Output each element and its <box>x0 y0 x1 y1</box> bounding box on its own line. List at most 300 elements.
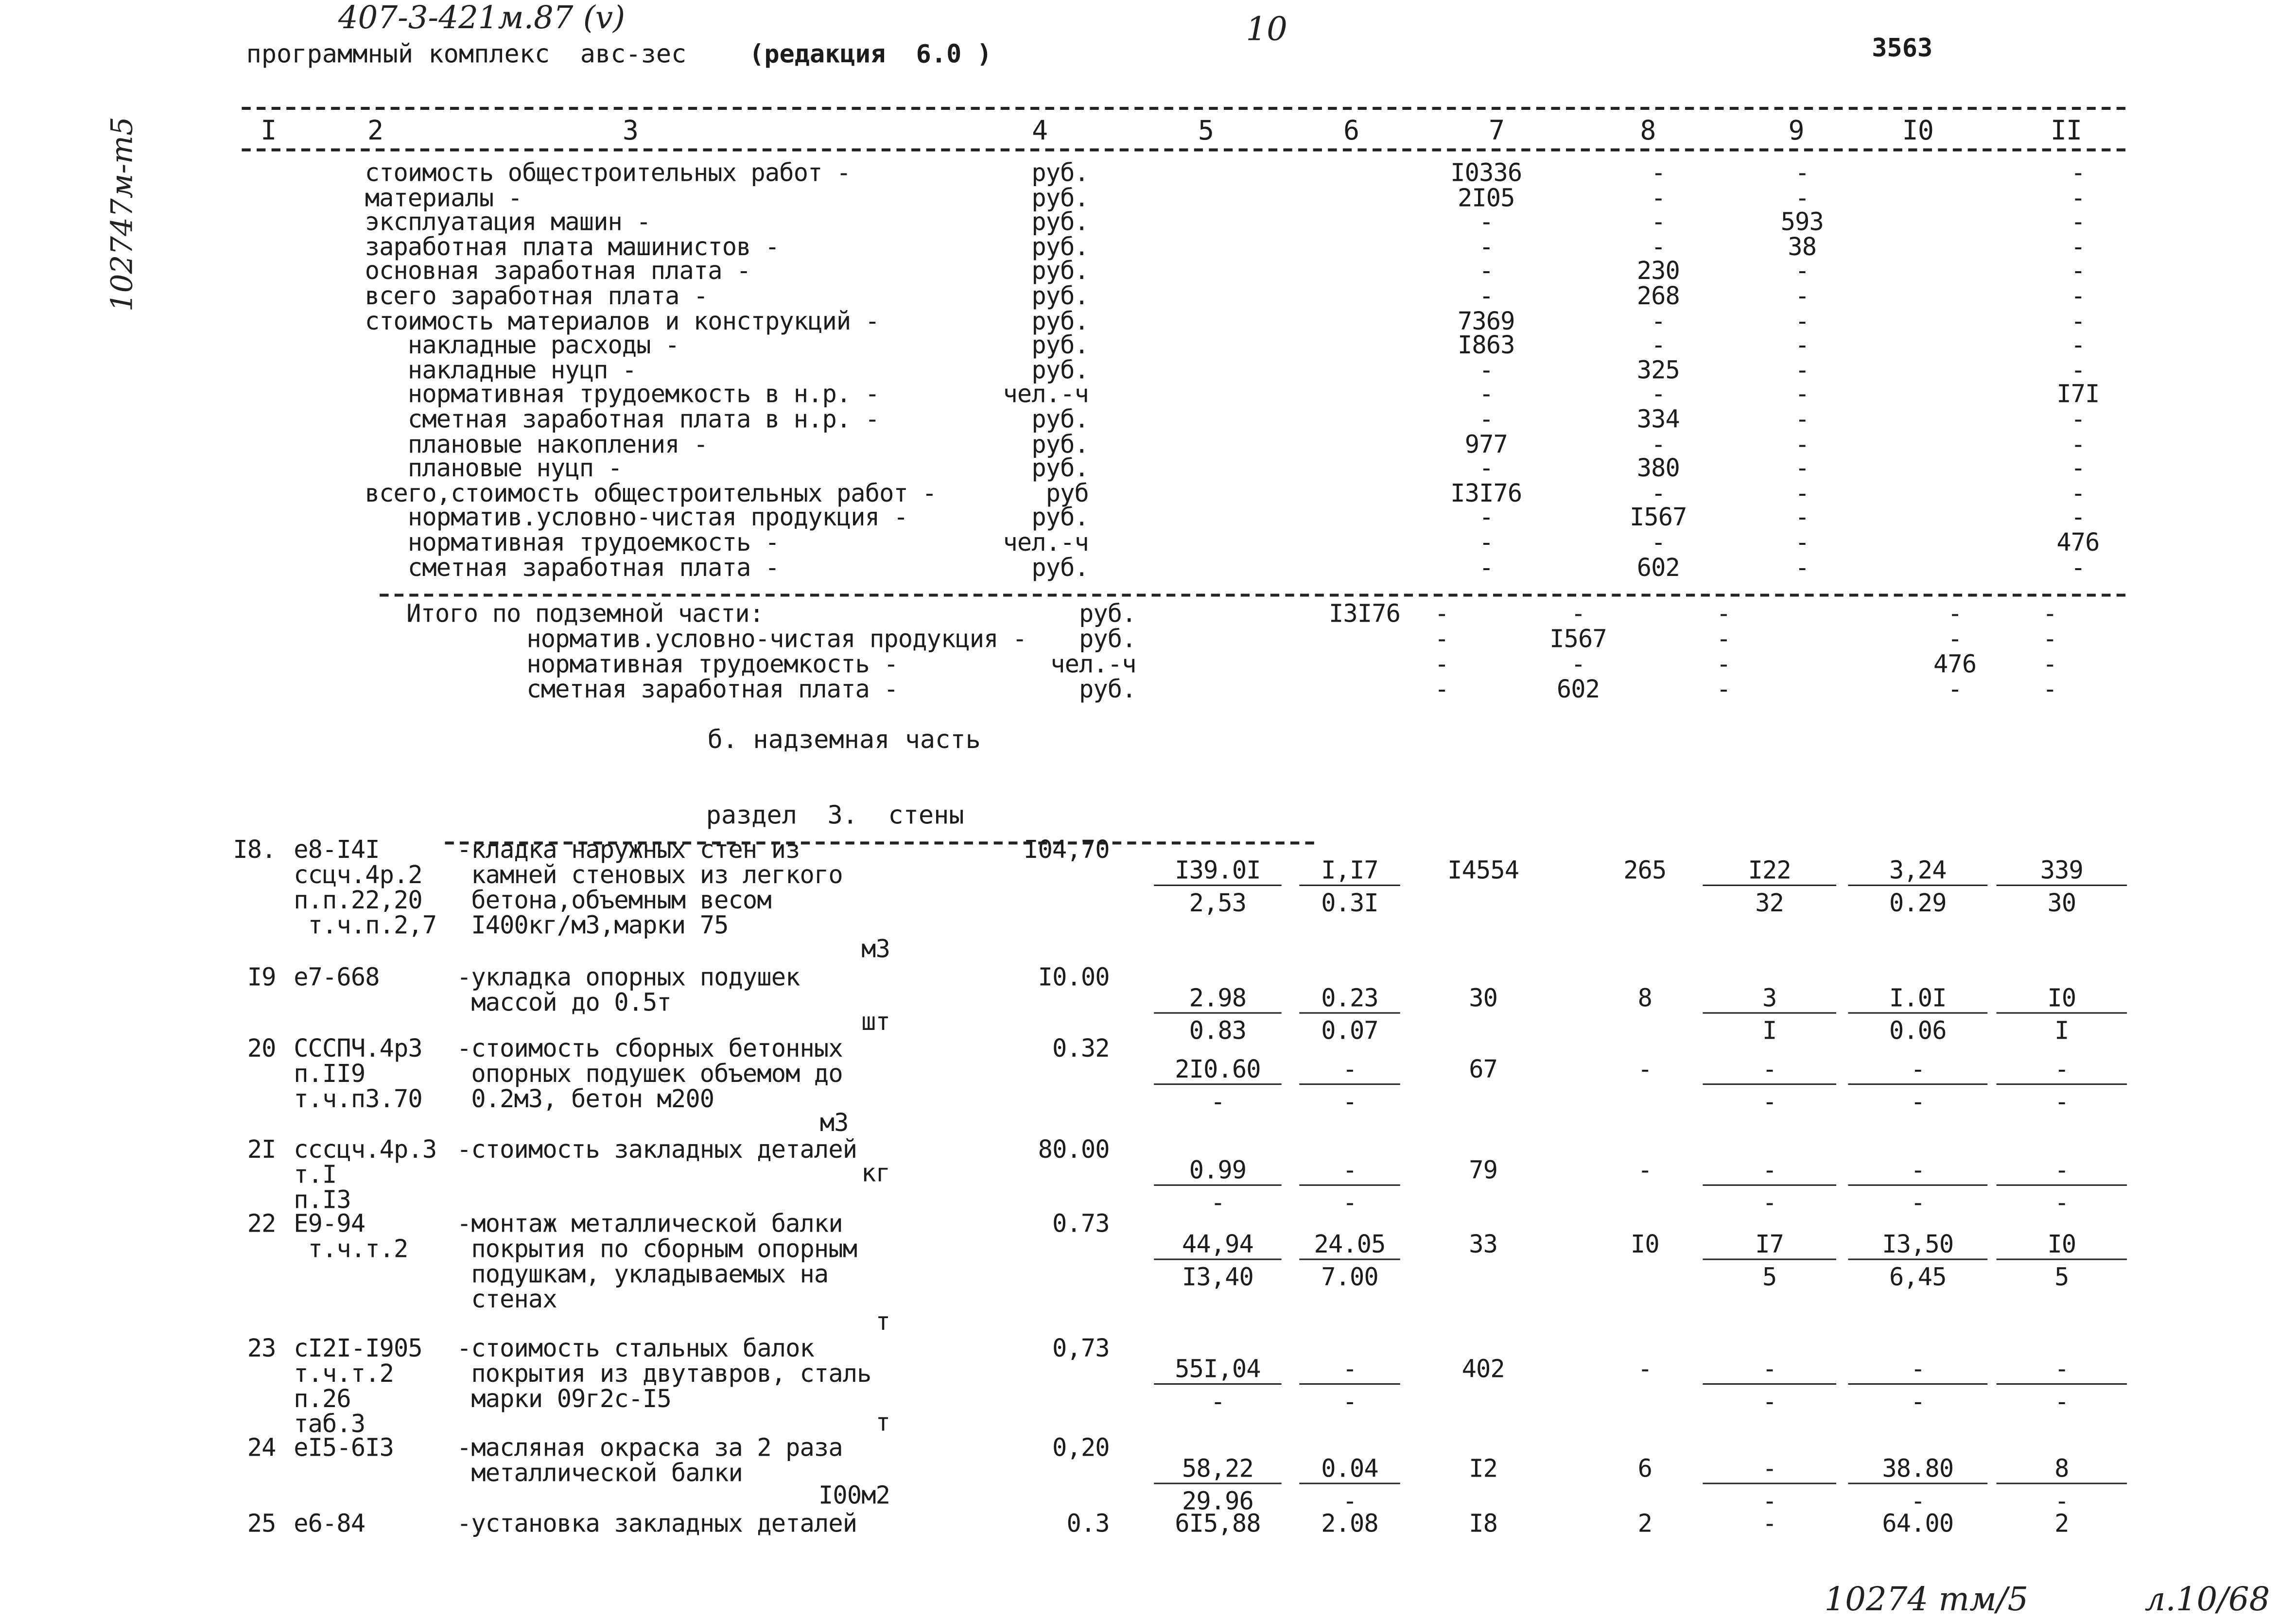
itogo-row-col-d: - <box>1716 625 1731 653</box>
summary-row-label: сметная заработная плата в н.р. - <box>365 405 880 434</box>
summary-row-col11: - <box>2070 430 2086 458</box>
section-title: раздел 3. стены <box>706 801 964 832</box>
itogo-row-col-b: - <box>1434 650 1449 679</box>
item-c5-fraction-line <box>1154 1184 1281 1186</box>
item-c10-fraction-line <box>1848 1083 1987 1085</box>
item-c6-fraction-line <box>1299 1083 1400 1085</box>
item-c9-bottom: 32 <box>1755 889 1784 918</box>
item-c11-fraction-line <box>1997 1383 2127 1385</box>
summary-row-col9: - <box>1795 553 1809 581</box>
item-c9-bottom: 5 <box>1762 1263 1777 1291</box>
summary-row-col8: - <box>1651 380 1666 409</box>
summary-row-label: основная заработная плата - <box>365 257 751 286</box>
item-col8: - <box>1637 1355 1652 1383</box>
item-c9-top: 3 <box>1762 984 1777 1012</box>
item-c11-bottom: - <box>2054 1388 2069 1416</box>
item-c9-fraction-line <box>1703 1258 1836 1260</box>
summary-row-col9: - <box>1795 306 1809 335</box>
item-description: -укладка опорных подушек массой до 0.5т <box>456 963 800 1017</box>
summary-row-label: всего,стоимость общестроительных работ - <box>365 479 937 507</box>
column-header-11: II <box>2050 116 2082 147</box>
item-c5-bottom: 2,53 <box>1189 889 1247 918</box>
itogo-row-total: I3I76 <box>1329 599 1401 628</box>
item-col7: 67 <box>1469 1055 1498 1084</box>
item-col8: 265 <box>1623 856 1667 885</box>
column-header-9: 9 <box>1788 116 1804 147</box>
summary-row-col9: - <box>1795 331 1809 360</box>
item-c11-bottom: 5 <box>2054 1263 2069 1291</box>
summary-row-label: плановые накопления - <box>365 430 708 458</box>
item-c9-fraction-line <box>1703 1184 1836 1186</box>
summary-row-unit: руб. <box>1031 183 1089 212</box>
column-header-3: 3 <box>622 116 639 147</box>
itogo-row-label: сметная заработная плата - <box>526 675 898 704</box>
item-c5-top: 2I0.60 <box>1175 1055 1261 1084</box>
item-col8: I0 <box>1630 1230 1659 1259</box>
item-col8: 6 <box>1637 1454 1652 1483</box>
item-c5-top: 6I5,88 <box>1175 1509 1261 1538</box>
summary-row-col7: - <box>1479 528 1494 557</box>
summary-row-unit: руб. <box>1031 208 1089 237</box>
itogo-row-col-f: - <box>2042 675 2057 704</box>
summary-row-col8: - <box>1651 528 1666 557</box>
item-c5-fraction-line <box>1154 1383 1281 1385</box>
handwritten-project-code: 407-3-421м.87 (v) <box>338 0 626 36</box>
summary-row-label: стоимость материалов и конструкций - <box>365 306 880 335</box>
summary-row-col9: - <box>1795 430 1809 458</box>
subsection-title: б. надземная часть <box>707 726 981 756</box>
item-c9-top: - <box>1762 1355 1777 1383</box>
summary-row-col7: - <box>1479 208 1494 237</box>
summary-row-col9: 38 <box>1788 232 1817 261</box>
header-rule-bottom <box>242 148 2125 151</box>
item-col7: 402 <box>1461 1355 1505 1383</box>
handwritten-footer-right: л.10/68 <box>2144 1582 2270 1619</box>
itogo-row-col-c: - <box>1571 650 1585 679</box>
item-col7: 33 <box>1469 1230 1498 1259</box>
itogo-row-label: Итого по подземной части: <box>406 599 764 628</box>
item-quantity: I0.00 <box>1038 963 1110 992</box>
item-quantity: 0,73 <box>1052 1334 1110 1363</box>
summary-row-unit: руб. <box>1031 454 1089 483</box>
item-c6-bottom: - <box>1342 1487 1357 1515</box>
summary-row-col7: 2I05 <box>1457 183 1515 212</box>
item-col7: I4554 <box>1447 856 1519 885</box>
item-c10-fraction-line <box>1848 1383 1987 1385</box>
summary-row-col9: - <box>1795 504 1809 532</box>
summary-row-col9: - <box>1795 380 1809 409</box>
item-c5-fraction-line <box>1154 885 1281 886</box>
summary-row-label: материалы - <box>365 183 522 212</box>
item-number: I8. <box>233 836 276 864</box>
item-number: 2I <box>247 1135 276 1164</box>
item-col8: 8 <box>1637 984 1652 1012</box>
item-c5-fraction-line <box>1154 1483 1281 1484</box>
item-c6-top: I,I7 <box>1321 856 1378 885</box>
summary-row-col7: - <box>1479 282 1494 311</box>
item-c9-fraction-line <box>1703 1083 1836 1085</box>
summary-row-col11: - <box>2070 356 2086 384</box>
item-c10-bottom: 6,45 <box>1889 1263 1947 1291</box>
item-col8: - <box>1637 1156 1652 1184</box>
item-code: е6-84 <box>294 1509 365 1538</box>
summary-row-label: заработная плата машинистов - <box>365 232 780 261</box>
item-quantity: 80.00 <box>1038 1135 1110 1164</box>
summary-row-col11: - <box>2070 553 2086 581</box>
item-c6-top: 24.05 <box>1314 1230 1386 1259</box>
item-unit: м3 <box>861 935 890 963</box>
item-c6-top: 0.23 <box>1321 984 1378 1012</box>
item-c6-bottom: - <box>1342 1388 1357 1416</box>
summary-row-col9: - <box>1795 257 1809 286</box>
summary-row-unit: руб. <box>1031 553 1089 581</box>
summary-row-col7: - <box>1479 257 1494 286</box>
summary-row-col7: 977 <box>1464 430 1508 458</box>
summary-row-col8: - <box>1651 208 1666 237</box>
program-title: программный комплекс авс-зес <box>246 40 687 70</box>
item-c11-fraction-line <box>1997 1012 2127 1014</box>
item-c10-fraction-line <box>1848 885 1987 886</box>
item-c11-top: - <box>2054 1055 2069 1084</box>
item-description: -стоимость закладных деталей <box>456 1135 857 1164</box>
summary-row-label: накладные нуцп - <box>365 356 637 384</box>
item-description: -монтаж металлической балки покрытия по сборным опорным подушкам, укладываемых на стенах <box>456 1209 857 1314</box>
item-c11-bottom: - <box>2054 1088 2069 1116</box>
item-unit: шт <box>861 1008 890 1036</box>
summary-row-col11: - <box>2070 282 2086 311</box>
item-col8: - <box>1637 1055 1652 1084</box>
item-unit: т <box>875 1307 890 1336</box>
item-c9-fraction-line <box>1703 885 1836 886</box>
summary-row-col7: - <box>1479 504 1494 532</box>
summary-row-col8: - <box>1651 183 1666 212</box>
column-header-5: 5 <box>1198 116 1214 147</box>
item-c11-fraction-line <box>1997 1258 2127 1260</box>
summary-row-col11: - <box>2070 257 2086 286</box>
itogo-row-col-e: 476 <box>1933 650 1977 679</box>
column-header-6: 6 <box>1343 116 1359 147</box>
item-number: I9 <box>247 963 276 992</box>
item-c6-bottom: 7.00 <box>1321 1263 1378 1291</box>
item-number: 22 <box>247 1209 276 1238</box>
header-rule-top <box>242 107 2125 110</box>
summary-row-col11: - <box>2070 232 2086 261</box>
item-c5-fraction-line <box>1154 1012 1281 1014</box>
summary-row-col11: - <box>2070 405 2086 434</box>
summary-row-col7: - <box>1479 232 1494 261</box>
itogo-row-unit: руб. <box>1078 625 1136 653</box>
item-col7: I8 <box>1469 1509 1498 1538</box>
summary-row-col7: - <box>1479 553 1494 581</box>
itogo-row-col-b: - <box>1434 599 1449 628</box>
item-c11-bottom: I <box>2054 1016 2069 1045</box>
itogo-row-col-b: - <box>1434 675 1449 704</box>
item-description: -масляная окраска за 2 раза металлической балки <box>456 1433 843 1487</box>
item-c11-top: - <box>2054 1156 2069 1184</box>
summary-row-col8: 380 <box>1636 454 1680 483</box>
item-c10-bottom: - <box>1911 1487 1925 1515</box>
summary-row-col7: 7369 <box>1457 306 1515 335</box>
item-c9-top: - <box>1762 1509 1777 1538</box>
summary-row-col7: I0336 <box>1450 158 1522 187</box>
item-c9-bottom: - <box>1762 1487 1777 1515</box>
itogo-row-col-b: - <box>1434 625 1449 653</box>
summary-row-col8: - <box>1651 306 1666 335</box>
item-c10-top: I.0I <box>1889 984 1947 1012</box>
summary-row-col9: - <box>1795 528 1809 557</box>
item-c11-top: I0 <box>2047 1230 2076 1259</box>
summary-row-col11: - <box>2070 158 2086 187</box>
summary-row-col9: - <box>1795 183 1809 212</box>
item-c9-fraction-line <box>1703 1483 1836 1484</box>
column-header-10: I0 <box>1902 116 1933 147</box>
itogo-row-col-c: - <box>1571 599 1585 628</box>
item-c5-bottom: - <box>1210 1188 1225 1217</box>
item-c11-bottom: - <box>2054 1188 2069 1217</box>
item-c5-fraction-line <box>1154 1258 1281 1260</box>
summary-row-col8: 268 <box>1636 282 1680 311</box>
itogo-row-col-d: - <box>1716 599 1731 628</box>
document-number: 3563 <box>1872 34 1933 64</box>
item-c10-top: - <box>1911 1156 1925 1184</box>
item-c10-bottom: 0.06 <box>1889 1016 1947 1045</box>
item-quantity: 0.3 <box>1066 1509 1110 1538</box>
item-c6-top: - <box>1342 1055 1357 1084</box>
item-c11-fraction-line <box>1997 1184 2127 1186</box>
summary-row-label: стоимость общестроительных работ - <box>365 158 851 187</box>
item-c11-top: - <box>2054 1355 2069 1383</box>
summary-row-col8: 334 <box>1636 405 1680 434</box>
item-c6-fraction-line <box>1299 1383 1400 1385</box>
summary-row-unit: руб. <box>1031 430 1089 458</box>
item-c11-top: I0 <box>2047 984 2076 1012</box>
item-number: 23 <box>247 1334 276 1363</box>
summary-row-unit: руб. <box>1031 306 1089 335</box>
item-c5-bottom: - <box>1210 1388 1225 1416</box>
summary-row-col7: I3I76 <box>1450 479 1522 507</box>
summary-row-col8: 325 <box>1636 356 1680 384</box>
summary-row-label: плановые нуцп - <box>365 454 622 483</box>
column-header-2: 2 <box>367 116 383 147</box>
item-code: еI5-6I3 <box>294 1433 394 1462</box>
item-c6-top: - <box>1342 1355 1357 1383</box>
item-c5-top: 44,94 <box>1182 1230 1253 1259</box>
item-c9-top: I22 <box>1748 856 1791 885</box>
item-c10-top: 3,24 <box>1889 856 1947 885</box>
item-c9-fraction-line <box>1703 1383 1836 1385</box>
summary-row-unit: чел.-ч <box>1003 380 1089 409</box>
item-unit: I00м2 <box>818 1481 890 1510</box>
item-c9-top: - <box>1762 1156 1777 1184</box>
summary-row-col9: - <box>1795 454 1809 483</box>
item-c10-bottom: - <box>1911 1188 1925 1217</box>
summary-row-unit: руб. <box>1031 158 1089 187</box>
itogo-row-col-e: - <box>1948 599 1962 628</box>
item-c11-top: 8 <box>2054 1454 2069 1483</box>
item-description: -установка закладных деталей <box>456 1509 857 1538</box>
column-header-4: 4 <box>1032 116 1048 147</box>
itogo-row-col-f: - <box>2042 650 2057 679</box>
item-c6-top: - <box>1342 1156 1357 1184</box>
item-quantity: 0.73 <box>1052 1209 1110 1238</box>
page-number: 10 <box>1246 12 1287 49</box>
item-code: СССПЧ.4р3 п.II9 т.ч.п3.70 <box>294 1034 422 1114</box>
itogo-row-col-e: - <box>1948 625 1962 653</box>
summary-row-label: норматив.условно-чистая продукция - <box>365 504 908 532</box>
summary-row-col7: - <box>1479 454 1494 483</box>
item-c5-top: 55I,04 <box>1175 1355 1261 1383</box>
item-c6-fraction-line <box>1299 1012 1400 1014</box>
item-c11-top: 2 <box>2054 1509 2069 1538</box>
edition-label: (редакция 6.0 ) <box>749 40 992 70</box>
summary-row-col11: - <box>2070 183 2086 212</box>
item-c9-bottom: - <box>1762 1088 1777 1116</box>
itogo-row-unit: чел.-ч <box>1050 650 1136 679</box>
itogo-row-unit: руб. <box>1078 599 1136 628</box>
itogo-row-col-d: - <box>1716 650 1731 679</box>
item-description: -кладка наружных стен из камней стеновых из легкого бетона,объемным весом I400кг/м3,марки 75 <box>456 836 843 940</box>
item-c6-top: 2.08 <box>1321 1509 1378 1538</box>
item-code: е7-668 <box>294 963 380 992</box>
item-col7: 79 <box>1469 1156 1498 1184</box>
itogo-row-col-f: - <box>2042 599 2057 628</box>
summary-row-col11: - <box>2070 208 2086 237</box>
item-c6-top: 0.04 <box>1321 1454 1378 1483</box>
item-c10-top: - <box>1911 1055 1925 1084</box>
item-c9-bottom: - <box>1762 1188 1777 1217</box>
summary-row-col8: - <box>1651 158 1666 187</box>
item-description: -стоимость сборных бетонных опорных подушек объемом до 0.2м3, бетон м200 <box>456 1034 843 1114</box>
itogo-row-col-f: - <box>2042 625 2057 653</box>
item-c9-bottom: I <box>1762 1016 1777 1045</box>
item-c5-top: 58,22 <box>1182 1454 1253 1483</box>
item-c5-bottom: - <box>1210 1088 1225 1116</box>
summary-row-unit: руб <box>1045 479 1089 507</box>
summary-row-label: нормативная трудоемкость в н.р. - <box>365 380 880 409</box>
item-c5-bottom: I3,40 <box>1182 1263 1253 1291</box>
item-number: 20 <box>247 1034 276 1063</box>
handwritten-footer-left: 10274 тм/5 <box>1824 1582 2029 1619</box>
summary-row-col11: - <box>2070 504 2086 532</box>
summary-row-col11: - <box>2070 454 2086 483</box>
item-c10-bottom: 0.29 <box>1889 889 1947 918</box>
summary-row-col9: - <box>1795 282 1809 311</box>
summary-row-col11: - <box>2070 306 2086 335</box>
item-col7: I2 <box>1469 1454 1498 1483</box>
item-c6-fraction-line <box>1299 885 1400 886</box>
itogo-row-label: нормативная трудоемкость - <box>526 650 898 679</box>
summary-row-col7: - <box>1479 380 1494 409</box>
item-c10-fraction-line <box>1848 1258 1987 1260</box>
summary-row-unit: руб. <box>1031 232 1089 261</box>
item-c11-bottom: 30 <box>2047 889 2076 918</box>
item-c10-bottom: - <box>1911 1088 1925 1116</box>
item-c9-top: - <box>1762 1055 1777 1084</box>
item-unit: т <box>875 1408 890 1437</box>
summary-row-col8: 230 <box>1636 257 1680 286</box>
item-code: е8-I4I сcцч.4р.2 п.п.22,20 т.ч.п.2,7 <box>294 836 437 940</box>
summary-row-label: всего заработная плата - <box>365 282 708 311</box>
summary-rule <box>380 593 2125 596</box>
item-c10-fraction-line <box>1848 1483 1987 1484</box>
summary-row-col8: - <box>1651 232 1666 261</box>
item-c6-fraction-line <box>1299 1184 1400 1186</box>
summary-row-col11: 476 <box>2056 528 2100 557</box>
item-c5-bottom: 0.83 <box>1189 1016 1247 1045</box>
item-quantity: I04,70 <box>1024 836 1110 864</box>
item-unit: кг <box>861 1159 890 1187</box>
item-c6-fraction-line <box>1299 1483 1400 1484</box>
item-description: -стоимость стальных балок покрытия из двутавров, сталь марки 09г2с-I5 <box>456 1334 871 1413</box>
summary-row-unit: руб. <box>1031 405 1089 434</box>
item-c5-top: 2.98 <box>1189 984 1247 1012</box>
summary-row-col9: - <box>1795 356 1809 384</box>
item-c5-top: I39.0I <box>1175 856 1261 885</box>
item-c6-bottom: - <box>1342 1088 1357 1116</box>
item-c5-top: 0.99 <box>1189 1156 1247 1184</box>
itogo-row-label: норматив.условно-чистая продукция - <box>526 625 1027 653</box>
item-c11-fraction-line <box>1997 885 2127 886</box>
item-c9-bottom: - <box>1762 1388 1777 1416</box>
summary-row-unit: руб. <box>1031 504 1089 532</box>
summary-row-col8: - <box>1651 331 1666 360</box>
item-c6-fraction-line <box>1299 1258 1400 1260</box>
item-c11-fraction-line <box>1997 1083 2127 1085</box>
summary-row-unit: руб. <box>1031 257 1089 286</box>
summary-row-col8: 602 <box>1636 553 1680 581</box>
itogo-row-unit: руб. <box>1078 675 1136 704</box>
item-c10-top: - <box>1911 1355 1925 1383</box>
item-c11-bottom: - <box>2054 1487 2069 1515</box>
summary-row-col7: - <box>1479 356 1494 384</box>
item-c11-top: 339 <box>2040 856 2083 885</box>
item-c9-top: I7 <box>1755 1230 1784 1259</box>
item-c10-top: I3,50 <box>1882 1230 1954 1259</box>
item-code: Е9-94 т.ч.т.2 <box>294 1209 408 1263</box>
item-c10-fraction-line <box>1848 1184 1987 1186</box>
item-c6-bottom: - <box>1342 1188 1357 1217</box>
summary-row-unit: руб. <box>1031 331 1089 360</box>
itogo-row-col-d: - <box>1716 675 1731 704</box>
summary-row-col7: - <box>1479 405 1494 434</box>
summary-row-col9: 593 <box>1780 208 1824 237</box>
summary-row-col9: - <box>1795 158 1809 187</box>
summary-row-col11: - <box>2070 479 2086 507</box>
item-c10-top: 64.00 <box>1882 1509 1954 1538</box>
column-header-1: I <box>261 116 277 147</box>
item-c6-bottom: 0.07 <box>1321 1016 1378 1045</box>
item-number: 25 <box>247 1509 276 1538</box>
item-c10-bottom: - <box>1911 1388 1925 1416</box>
summary-row-col8: I567 <box>1629 504 1687 532</box>
item-number: 24 <box>247 1433 276 1462</box>
item-col7: 30 <box>1469 984 1498 1012</box>
itogo-row-col-e: - <box>1948 675 1962 704</box>
item-c10-top: 38.80 <box>1882 1454 1954 1483</box>
item-unit: м3 <box>819 1109 849 1137</box>
summary-row-unit: руб. <box>1031 356 1089 384</box>
summary-row-label: сметная заработная плата - <box>365 553 780 581</box>
summary-row-col8: - <box>1651 430 1666 458</box>
summary-row-label: эксплуатация машин - <box>365 208 651 237</box>
summary-row-label: накладные расходы - <box>365 331 679 360</box>
itogo-row-col-c: 602 <box>1556 675 1600 704</box>
summary-row-col8: - <box>1651 479 1666 507</box>
item-c5-bottom: 29.96 <box>1182 1487 1253 1515</box>
summary-row-unit: чел.-ч <box>1003 528 1089 557</box>
item-col8: 2 <box>1637 1509 1652 1538</box>
item-quantity: 0,20 <box>1052 1433 1110 1462</box>
